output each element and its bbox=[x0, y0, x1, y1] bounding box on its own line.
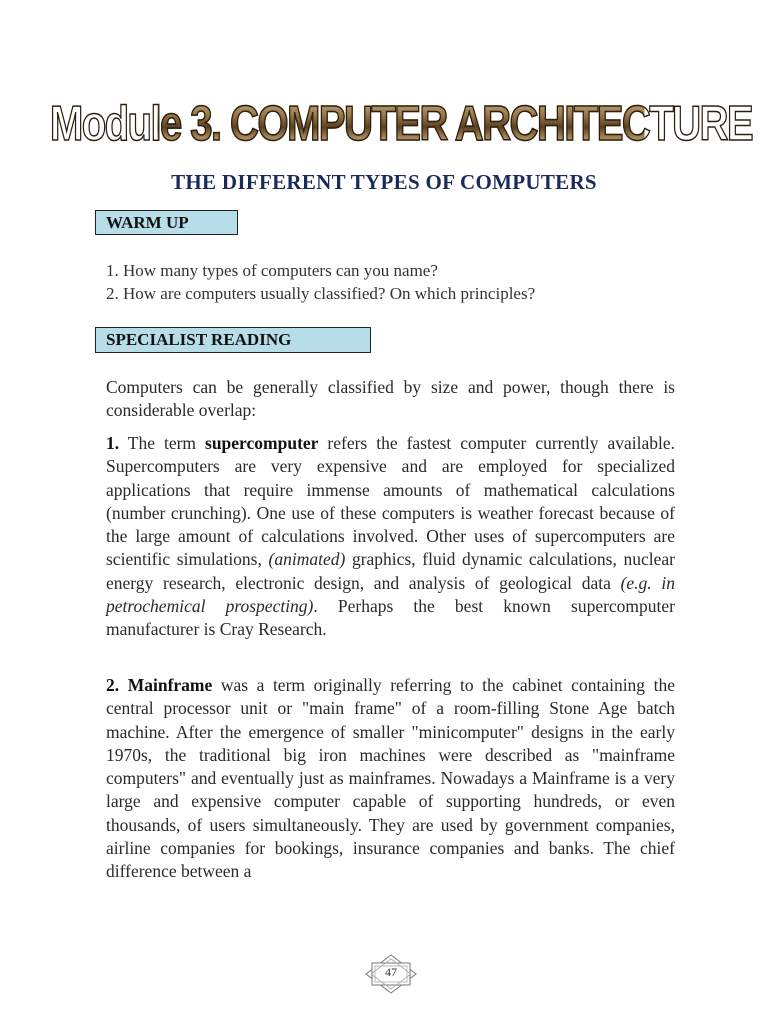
paragraph-text: The term bbox=[119, 433, 206, 453]
italic-note: (e.g. in petrochemical prospecting) bbox=[106, 572, 675, 617]
italic-note: (animated) bbox=[268, 549, 346, 570]
module-title: Module 3. COMPUTER ARCHITECTURE bbox=[157, 92, 644, 156]
page-subtitle: THE DIFFERENT TYPES OF COMPUTERS bbox=[171, 170, 597, 194]
paragraph-number: 2. bbox=[106, 675, 120, 695]
paragraph-number: 1. bbox=[106, 433, 120, 453]
term-mainframe: Mainframe bbox=[127, 675, 213, 695]
question-item: 2. How are computers usually classified? On which principles? bbox=[106, 284, 536, 303]
supercomputer-paragraph bbox=[106, 432, 675, 642]
warm-up-heading: WARM UP bbox=[95, 210, 238, 235]
intro-paragraph: Computers can be generally classified by size and power, though there is considerable overlap: bbox=[106, 377, 675, 421]
warm-up-questions bbox=[106, 259, 686, 305]
question-item: 1. How many types of computers can you name? bbox=[106, 261, 438, 280]
page-number: 47 bbox=[385, 965, 397, 979]
paragraph-text: graphics, fluid dynamic calculations, nuclear energy research, electronic design, and analysis of geological data bbox=[106, 549, 675, 593]
term-supercomputer: supercomputer bbox=[205, 433, 319, 453]
mainframe-paragraph bbox=[106, 674, 675, 884]
specialist-reading-heading: SPECIALIST READING bbox=[95, 327, 371, 353]
paragraph-text: was a term originally referring to the cabinet containing the central processor unit or "main frame" of a room-filling Stone Age batch machine. After the emergence of smaller "minicomputer" designs in the early 1970s, the traditional big iron machines were described as "mainframe computers" and eventually just as mainframes. Nowadays a Mainframe is a very large and expensive computer capable of supporting hundreds, or even thousands, of users simultaneously. They are used by government companies, airline companies for bookings, insurance companies and banks. The chief difference between a bbox=[106, 675, 676, 882]
paragraph-text: . Perhaps the best known supercomputer manufacturer is Cray Research. bbox=[106, 596, 675, 640]
paragraph-text: refers the fastest computer currently available. Supercomputers are very expensive and are employed for specialized applications that require immense amounts of mathematical calculations (number crunching). One use of these computers is weather forecast because of the large amount of calculations involved. Other uses of supercomputers are scientific simulations, bbox=[106, 433, 675, 570]
